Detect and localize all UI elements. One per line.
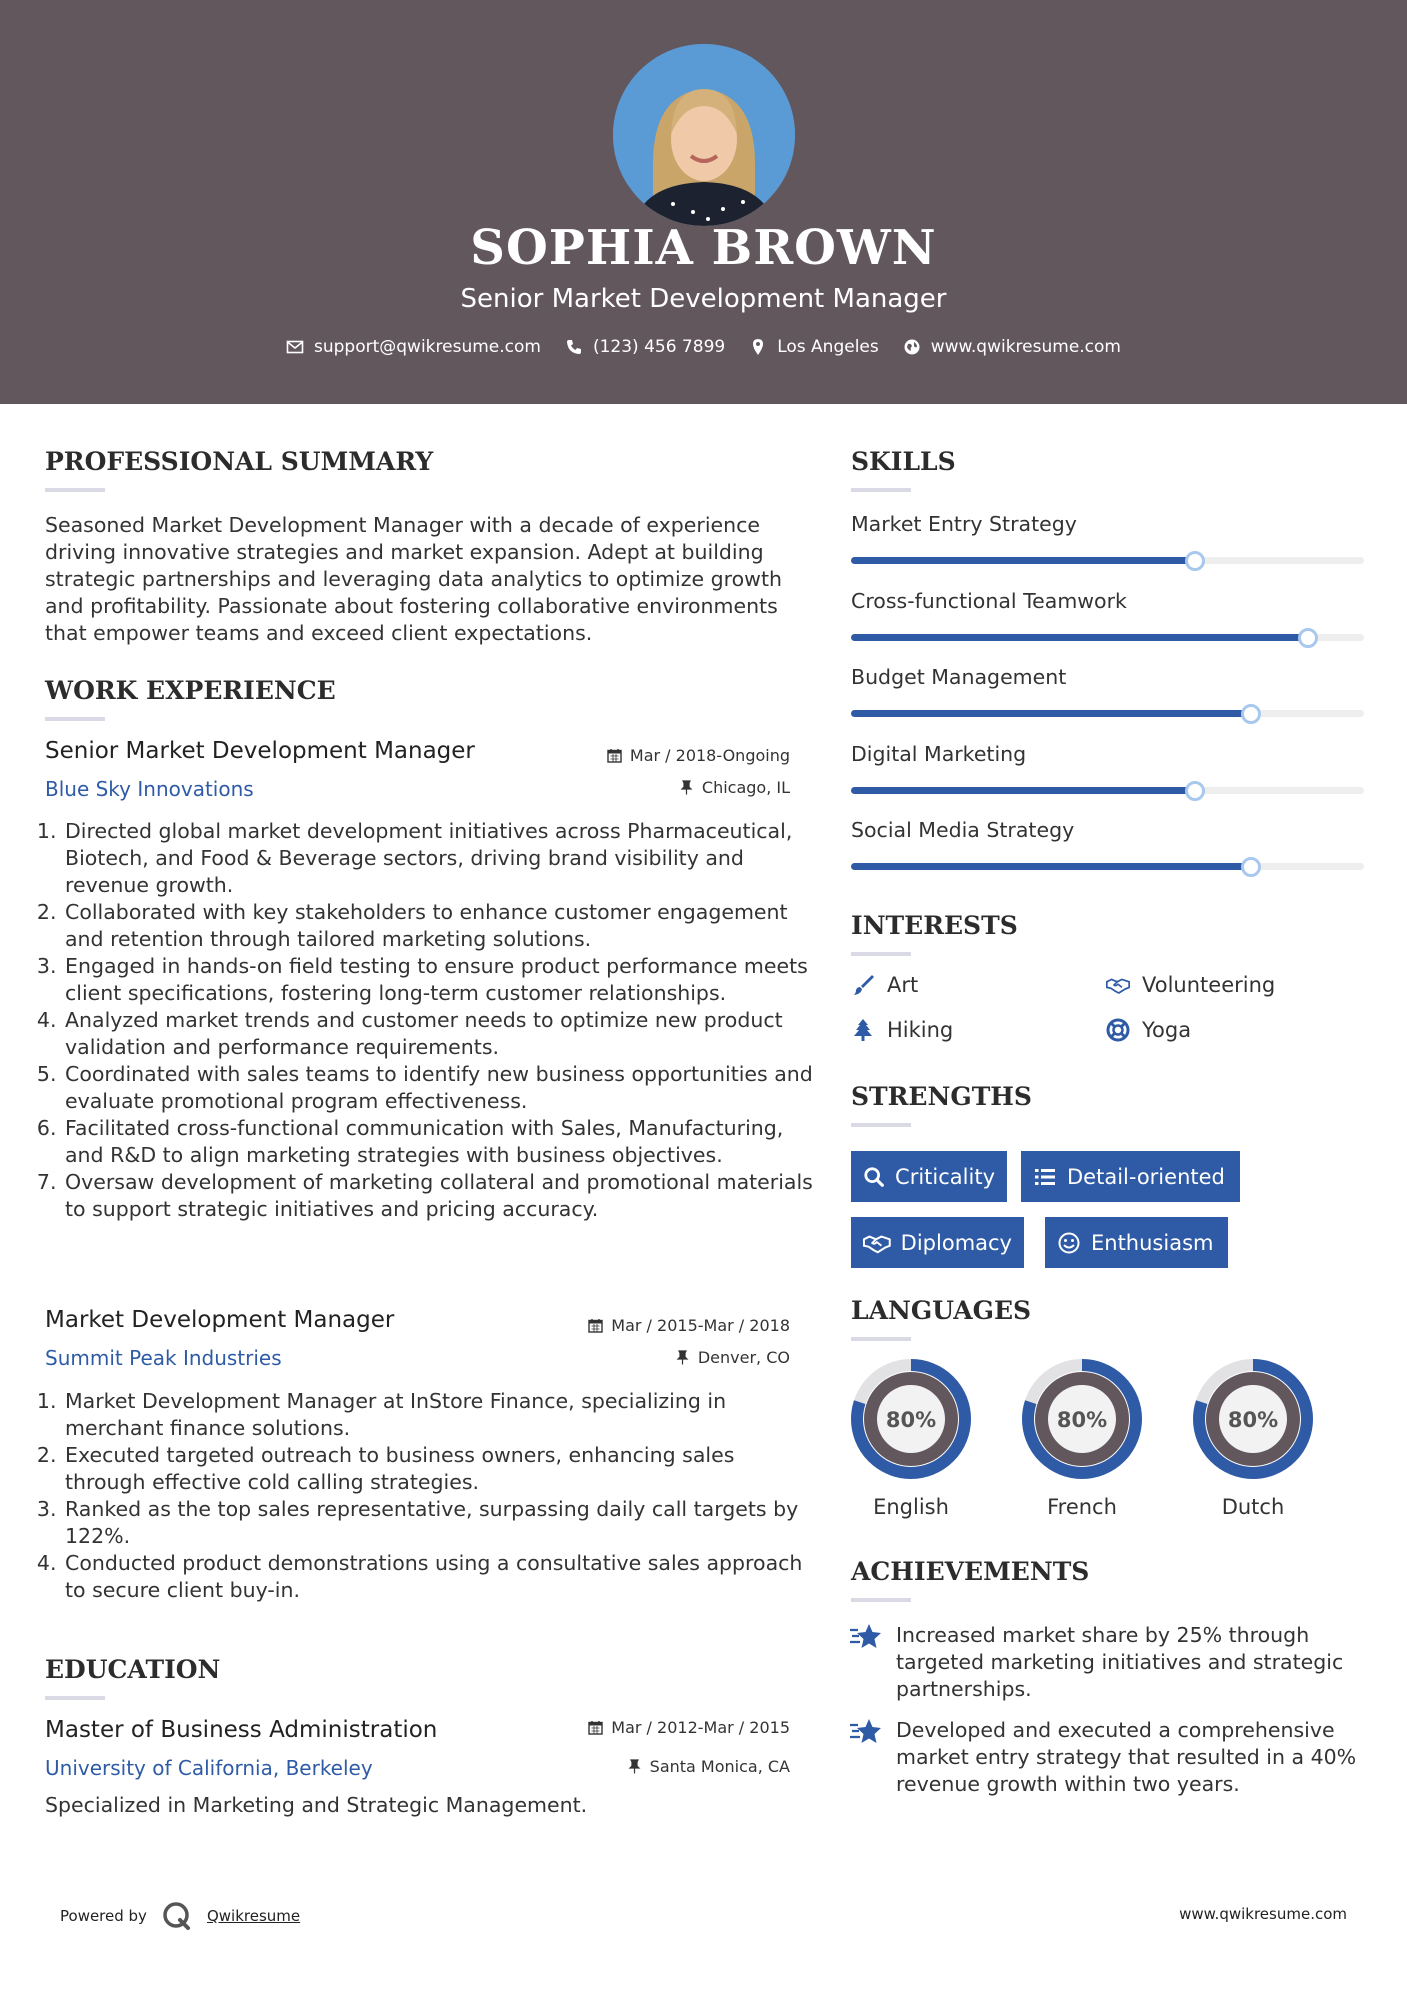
contact-location [749,337,879,357]
interest-item-volunteering: Volunteering [1106,973,1275,997]
lifering-icon [1106,1018,1130,1042]
language-name: English [873,1495,949,1519]
calendar-icon [588,1318,603,1333]
footer-url[interactable]: www.qwikresume.com [1179,1905,1347,1923]
star-icon [849,1717,883,1747]
skills-divider [851,488,911,492]
achievement-item: Developed and executed a comprehensive market entry strategy that resulted in a 40% revenue growth within two years. [896,1718,1357,1796]
interest-item-yoga: Yoga [1106,1018,1191,1042]
achievement-item: Increased market share by 25% through targeted marketing initiatives and strategic partnerships. [896,1623,1344,1701]
handshake-icon [863,1231,891,1255]
job-duties-list [36,1388,818,1604]
skill-name: Market Entry Strategy [851,512,1077,536]
languages-heading: LANGUAGES [851,1296,1032,1325]
job-dates: Mar / 2015-Mar / 2018 [520,1316,790,1335]
list-item: 2. Executed targeted outreach to business owners, enhancing sales through effective cold calling strategies. [63,1442,818,1496]
skill-level-bar [851,787,1364,794]
list-item: 3. Ranked as the top sales representative, surpassing daily call targets by 122%. [63,1496,818,1550]
job-title: Market Development Manager [45,1307,395,1333]
list-item: 4. Analyzed market trends and customer needs to optimize new product validation and performance requirements. [63,1007,818,1061]
skill-name: Social Media Strategy [851,818,1075,842]
language-item [849,1357,973,1519]
achievements-heading: ACHIEVEMENTS [851,1557,1090,1586]
language-level-ring [1020,1357,1144,1481]
skill-level-fill [851,557,1195,564]
list-item: 1. Directed global market development initiatives across Pharmaceutical, Biotech, and Food & Beverage sectors, driving brand visibility and revenue growth. [63,818,818,899]
summary-heading: PROFESSIONAL SUMMARY [45,447,434,476]
education-divider [45,1696,105,1700]
pushpin-icon [675,1350,690,1365]
candidate-name: SOPHIA BROWN [470,220,937,276]
education-dates: Mar / 2012-Mar / 2015 [520,1718,790,1737]
skill-name: Budget Management [851,665,1067,689]
list-item: 4. Conducted product demonstrations using a consultative sales approach to secure client buy-in. [63,1550,818,1604]
skill-level-knob [1185,551,1205,571]
strength-tag-enthusiasm: Enthusiasm [1045,1217,1228,1268]
job-location: Denver, CO [520,1348,790,1367]
resume-header [0,0,1407,404]
experience-divider [45,717,105,721]
handshake-icon [1106,973,1130,997]
pushpin-icon [679,780,694,795]
skill-name: Digital Marketing [851,741,1027,766]
profile-photo [613,44,795,226]
envelope-icon [286,338,304,356]
list-item: 3. Engaged in hands-on field testing to ensure product performance meets client specifications, fostering long-term customer relationships. [63,953,818,1007]
language-item [1020,1357,1144,1519]
job-title: Senior Market Development Manager [45,738,475,764]
qwikresume-logo-icon [161,1900,193,1932]
contact-bar [0,337,1407,357]
language-name: French [1047,1495,1117,1519]
footer-powered-by: Powered by Qwikresume [60,1900,300,1932]
strengths-divider [851,1123,911,1127]
degree-title: Master of Business Administration [45,1717,438,1743]
list-item: 5. Coordinated with sales teams to identify new business opportunities and evaluate promotional program effectiveness. [63,1061,818,1115]
skill-level-fill [851,634,1308,641]
skill-level-knob [1298,628,1318,648]
skill-level-knob [1185,781,1205,801]
summary-divider [45,488,105,492]
star-icon [849,1622,883,1652]
list-item: 1. Market Development Manager at InStore Finance, specializing in merchant finance solutions. [63,1388,818,1442]
achievements-divider [851,1598,911,1602]
interest-item-art: Art [851,973,918,997]
globe-icon [903,338,921,356]
contact-website[interactable] [903,337,1121,357]
candidate-title: Senior Market Development Manager [460,284,947,314]
interest-item-hiking: Hiking [851,1018,953,1042]
skill-level-fill [851,863,1251,870]
list-item: 2. Collaborated with key stakeholders to enhance customer engagement and retention through tailored marketing solutions. [63,899,818,953]
phone-text: (123) 456 7899 [592,337,726,357]
tree-icon [851,1018,875,1042]
job-location: Chicago, IL [520,778,790,797]
smile-icon [1057,1231,1081,1255]
skill-level-fill [851,787,1195,794]
calendar-icon [607,748,622,763]
job-duties-list [36,818,818,1223]
language-level-ring [849,1357,973,1481]
skill-name: Cross-functional Teamwork [851,588,1127,613]
strength-tag-diplomacy: Diplomacy [851,1217,1024,1268]
list-item: 6. Facilitated cross-functional communication with Sales, Manufacturing, and R&D to align marketing strategies with business objectives. [63,1115,818,1169]
list-item: 7. Oversaw development of marketing collateral and promotional materials to support strategic initiatives and pricing accuracy. [63,1169,818,1223]
language-percent: 80% [1227,1408,1279,1432]
calendar-icon [588,1720,603,1735]
pushpin-icon [627,1759,642,1774]
skill-level-bar [851,634,1364,641]
interests-divider [851,952,911,956]
skill-level-knob [1241,704,1261,724]
experience-heading: WORK EXPERIENCE [45,676,336,705]
paintbrush-icon [851,973,875,997]
summary-text: Seasoned Market Development Manager with a decade of experience driving innovative strategies and market expansion. Adept at building strategic partnerships and leveraging data analytics to optimize growth and profitability. Passionate about fostering collaborative environments that empower teams and exceed client expectations. [45,513,782,645]
company-name[interactable]: Summit Peak Industries [45,1346,282,1370]
map-pin-icon [749,338,767,356]
skills-heading: SKILLS [851,447,956,476]
strength-tag-detail-oriented: Detail-oriented [1021,1151,1240,1202]
location-text: Los Angeles [777,337,879,357]
interests-heading: INTERESTS [851,911,1018,940]
phone-icon [565,338,583,356]
skill-level-bar [851,863,1364,870]
language-name: Dutch [1221,1495,1285,1519]
language-percent: 80% [885,1408,937,1432]
education-location: Santa Monica, CA [520,1757,790,1776]
school-name[interactable]: University of California, Berkeley [45,1756,373,1780]
company-name[interactable]: Blue Sky Innovations [45,777,254,801]
job-dates: Mar / 2018-Ongoing [520,746,790,765]
skill-level-bar [851,557,1364,564]
skill-level-knob [1241,857,1261,877]
strengths-heading: STRENGTHS [851,1082,1032,1111]
email-text: support@qwikresume.com [314,337,541,357]
education-note: Specialized in Marketing and Strategic Management. [45,1793,588,1817]
qwikresume-link[interactable]: Qwikresume [206,1907,301,1925]
contact-email[interactable] [286,337,541,357]
list-icon [1033,1165,1057,1189]
language-percent: 80% [1056,1408,1108,1432]
education-heading: EDUCATION [45,1655,221,1684]
skill-level-bar [851,710,1364,717]
contact-phone[interactable] [565,337,725,357]
strength-tag-criticality: Criticality [851,1151,1007,1202]
search-icon [863,1165,885,1189]
language-level-ring [1191,1357,1315,1481]
website-text: www.qwikresume.com [930,337,1121,357]
language-item [1191,1357,1315,1519]
languages-divider [851,1337,911,1341]
skill-level-fill [851,710,1251,717]
